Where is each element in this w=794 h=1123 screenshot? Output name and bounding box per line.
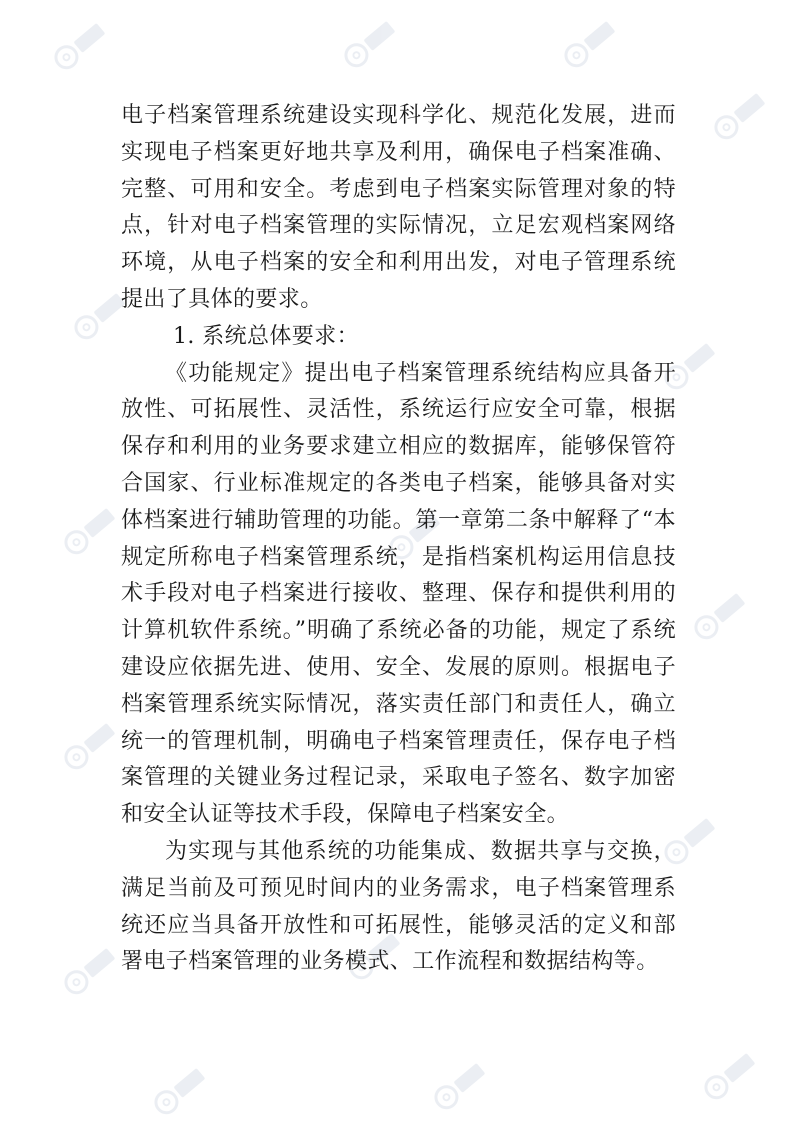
watermark-logo-icon bbox=[48, 14, 115, 77]
section-heading: 1. 系统总体要求： bbox=[173, 323, 359, 349]
watermark-logo-icon bbox=[58, 499, 125, 562]
watermark-logo-icon bbox=[558, 12, 625, 75]
watermark-logo-icon bbox=[58, 939, 125, 1002]
watermark-logo-icon bbox=[58, 714, 125, 777]
watermark-logo-icon bbox=[338, 12, 405, 75]
document-body bbox=[121, 98, 676, 981]
intro-paragraph: 电子档案管理系统建设实现科学化、规范化发展，进而实现电子档案更好地共享及利用，确保电子档案准确、完整、可用和安全。考虑到电子档案实际管理对象的特点，针对电子档案管理的实际情况，立足宏观档案网络环境，从电子档案的安全和利用出发，对电子管理系统提出了具体的要求。 bbox=[121, 103, 676, 312]
watermark-logo-icon bbox=[688, 584, 755, 647]
watermark-logo-icon bbox=[698, 1044, 765, 1107]
watermark-logo-icon bbox=[428, 1054, 495, 1117]
body-paragraph: 为实现与其他系统的功能集成、数据共享与交换，满足当前及可预见时间内的业务需求，电子档案管理系统还应当具备开放性和可拓展性，能够灵活的定义和部署电子档案管理的业务模式、工作流程和数据结构等。 bbox=[121, 838, 676, 975]
watermark-logo-icon bbox=[148, 1059, 215, 1122]
watermark-logo-icon bbox=[708, 84, 775, 147]
body-paragraph: 《功能规定》提出电子档案管理系统结构应具备开放性、可拓展性、灵活性，系统运行应安全可靠，根据保存和利用的业务要求建立相应的数据库，能够保管符合国家、行业标准规定的各类电子档案，能够具备对实体档案进行辅助管理的功能。第一章第二条中解释了“本规定所称电子档案管理系统，是指档案机构运用信息技术手段对电子档案进行接收、整理、保存和提供利用的计算机软件系统。”明确了系统必备的功能，规定了系统建设应依据先进、使用、安全、发展的原则。根据电子档案管理系统实际情况，落实责任部门和责任人，确立统一的管理机制，明确电子档案管理责任，保存电子档案管理的关键业务过程记录，采取电子签名、数字加密和安全认证等技术手段，保障电子档案安全。 bbox=[121, 360, 676, 828]
